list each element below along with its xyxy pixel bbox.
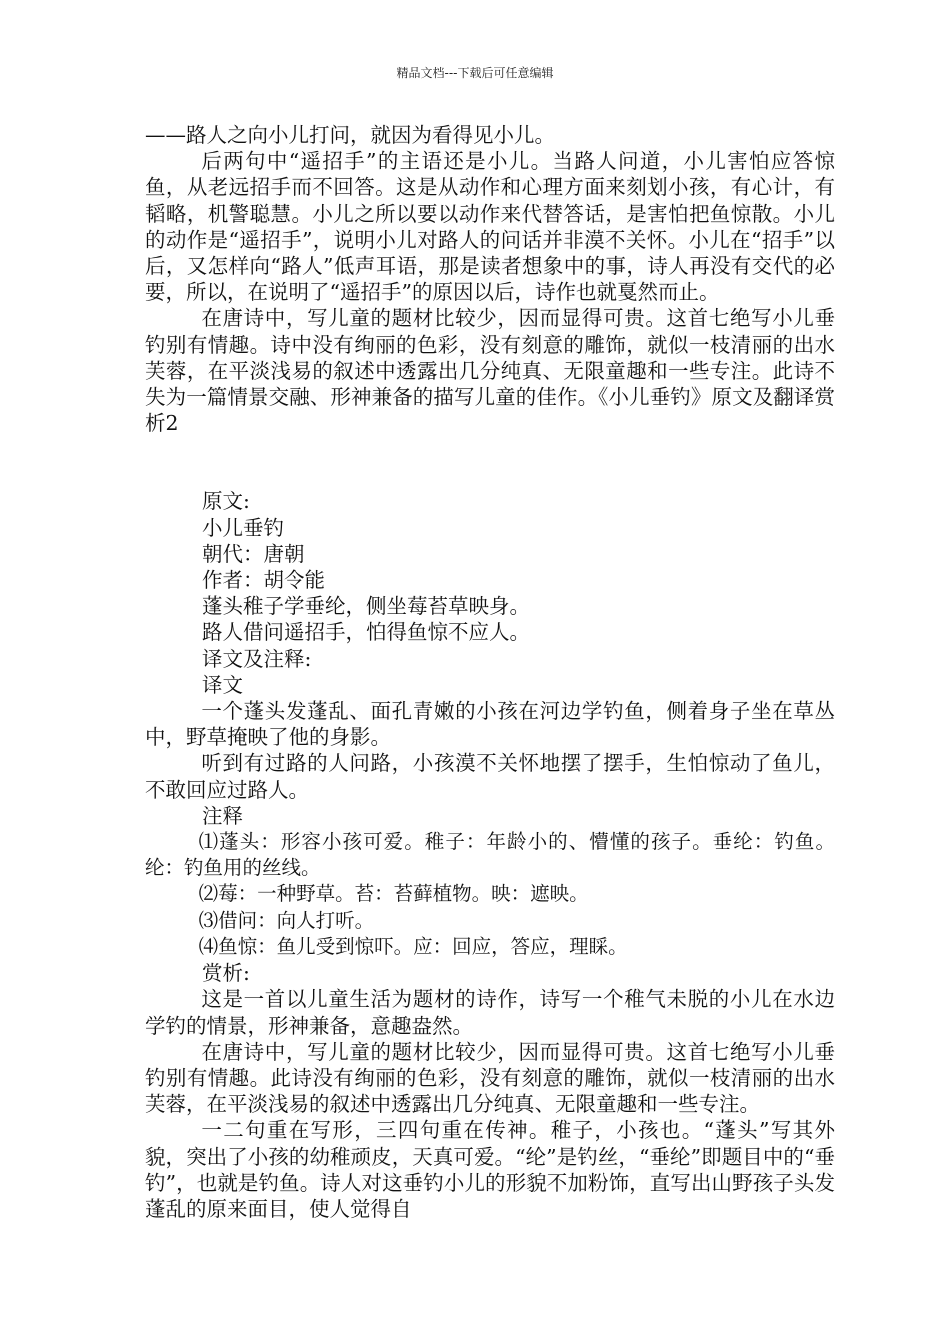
poem-author: 作者：胡令能 — [202, 568, 325, 593]
translation-label: 译文 — [202, 672, 243, 697]
poem-title: 小儿垂钓 — [202, 515, 284, 540]
note-item: ⑷鱼惊：鱼儿受到惊吓。应：回应，答应，理睬。 — [198, 934, 628, 958]
poem-verse: 路人借问遥招手，怕得鱼惊不应人。 — [202, 620, 530, 645]
translation-paragraph: 听到有过路的人问路，小孩漠不关怀地摆了摆手，生怕惊动了鱼儿，不敢回应过路人。 — [145, 751, 835, 802]
paragraph: 后两句中“遥招手”的主语还是小儿。当路人问道，小儿害怕应答惊鱼，从老远招手而不回答。这是从动作和心理方面来刻划小孩，有心计，有韬略，机警聪慧。小儿之所以要以动作来代替答话，是害怕把鱼惊散。小儿的动作是“遥招手”，说明小儿对路人的问话并非漠不关怀。小儿在“招手”以后，又怎样向“路人”低声耳语，那是读者想象中的事，诗人再没有交代的必要，所以，在说明了“遥招手”的原因以后，诗作也就戛然而止。 — [145, 149, 835, 305]
spacer — [145, 436, 835, 488]
appreciation-label: 赏析: — [202, 961, 250, 986]
original-label: 原文: — [202, 489, 250, 514]
notes-label: 注释 — [202, 803, 243, 828]
note-item: ⑵莓：一种野草。苔：苔藓植物。映：遮映。 — [198, 882, 589, 906]
appreciation-paragraph: 在唐诗中，写儿童的题材比较少，因而显得可贵。这首七绝写小儿垂钓别有情趣。此诗没有绚丽的色彩，没有刻意的雕饰，就似一枝清丽的出水芙蓉，在平淡浅易的叙述中透露出几分纯真、无限童趣和一些专注。 — [145, 1039, 835, 1117]
appreciation-paragraph: 这是一首以儿童生活为题材的诗作，诗写一个稚气未脱的小儿在水边学钓的情景，形神兼备，意趣盎然。 — [145, 987, 835, 1038]
note-item: ⑶借问：向人打听。 — [198, 908, 375, 932]
document-body — [145, 122, 835, 1222]
page-header: 精品文档---下载后可任意编辑 — [396, 66, 554, 80]
paragraph: 在唐诗中，写儿童的题材比较少，因而显得可贵。这首七绝写小儿垂钓别有情趣。诗中没有绚丽的色彩，没有刻意的雕饰，就似一枝清丽的出水芙蓉，在平淡浅易的叙述中透露出几分纯真、无限童趣和一些专注。此诗不失为一篇情景交融、形神兼备的描写儿童的佳作。《小儿垂钓》原文及翻译赏析2 — [145, 306, 835, 436]
translation-paragraph: 一个蓬头发蓬乱、面孔青嫩的小孩在河边学钓鱼，侧着身子坐在草丛中，野草掩映了他的身影。 — [145, 699, 835, 750]
translation-notes-label: 译文及注释: — [202, 646, 312, 671]
appreciation-paragraph: 一二句重在写形，三四句重在传神。稚子，小孩也。“蓬头”写其外貌，突出了小孩的幼稚顽皮，天真可爱。“纶”是钓丝，“垂纶”即题目中的“垂钓”，也就是钓鱼。诗人对这垂钓小儿的形貌不加粉饰，直写出山野孩子头发蓬乱的原来面目，使人觉得自 — [145, 1118, 835, 1221]
paragraph: ——路人之向小儿打问，就因为看得见小儿。 — [145, 123, 555, 147]
poem-dynasty: 朝代：唐朝 — [202, 541, 305, 566]
poem-verse: 蓬头稚子学垂纶，侧坐莓苔草映身。 — [202, 594, 530, 619]
note-item: ⑴蓬头：形容小孩可爱。稚子：年龄小的、懵懂的孩子。垂纶：钓鱼。纶：钓鱼用的丝线。 — [145, 830, 835, 880]
